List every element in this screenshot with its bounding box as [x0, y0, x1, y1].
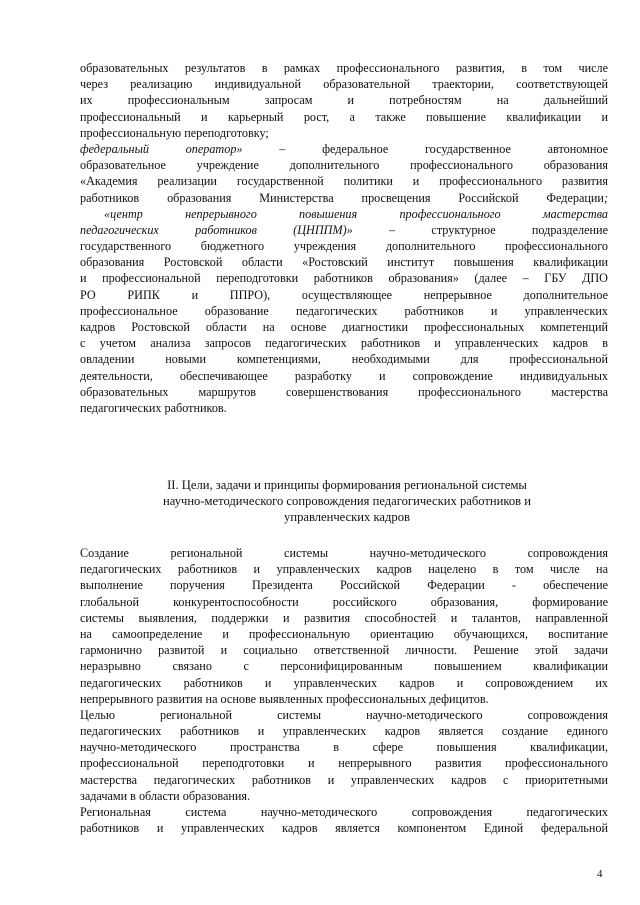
text-line — [80, 739, 608, 755]
text-segment: неразрывно связано с персонифицированным повышением квалификации — [80, 659, 608, 674]
text-line — [80, 319, 608, 335]
text-line — [80, 157, 608, 173]
text-line — [80, 109, 608, 125]
text-line — [80, 723, 608, 739]
text-line — [80, 190, 608, 206]
text-segment: образовательных результатов в рамках профессионального развития, в том числе — [80, 61, 608, 75]
text-line — [80, 561, 608, 577]
text-segment: с учетом анализа запросов педагогических работников и управленческих кадров в — [80, 336, 608, 351]
text-line — [80, 125, 608, 141]
text-segment: деятельности, обеспечивающее разработку и сопровождение индивидуальных — [80, 368, 608, 383]
text-line — [80, 351, 608, 367]
text-segment: «центр непрерывного повышения профессионального мастерства — [104, 206, 608, 221]
text-segment: кадров Ростовской области на основе диагностики профессиональных компетенций — [80, 320, 608, 334]
text-segment: мастерства педагогических работников и управленческих кадров с приоритетными — [80, 772, 608, 787]
text-line — [80, 755, 608, 771]
heading-line: II. Цели, задачи и принципы формирования региональной системы — [167, 478, 527, 492]
text-segment: Целью региональной системы научно-методического сопровождения — [80, 707, 608, 722]
section-heading — [92, 477, 602, 526]
page-number: 4 — [597, 868, 603, 880]
text-line — [80, 545, 608, 561]
text-segment: работников образования Министерства просвещения Российской Федерации — [80, 190, 604, 205]
text-segment: системы выявления, поддержки и развития способностей и талантов, направленной — [80, 610, 608, 625]
text-segment: через реализацию индивидуальной образовательной траектории, соответствующей — [80, 77, 608, 92]
text-segment: «Академия реализации государственной политики и профессионального развития — [80, 174, 608, 189]
text-line — [80, 658, 608, 674]
text-segment: педагогических работников и управленческих кадров нацелено в том числе на — [80, 562, 608, 577]
text-segment: профессиональную переподготовку; — [80, 125, 269, 140]
text-line — [80, 141, 608, 157]
text-line — [80, 804, 608, 820]
text-segment: педагогических работников и управленческих кадров является создание единого — [80, 724, 608, 739]
text-segment: на самоопределение и профессиональную ориентацию обучающихся, воспитание — [80, 626, 608, 641]
text-segment: задачами в области образования. — [80, 788, 251, 803]
text-segment: и профессиональной переподготовки работников образования» (далее – ГБУ ДПО — [80, 271, 608, 286]
text-segment: овладении новыми компетенциями, необходимыми для профессиональной — [80, 352, 608, 367]
text-line — [80, 76, 608, 92]
text-segment: работников и управленческих кадров является компонентом Единой федеральной — [80, 821, 608, 836]
text-line — [80, 92, 608, 108]
text-line — [80, 303, 608, 319]
text-line — [80, 270, 608, 286]
text-line — [80, 626, 608, 642]
section-body — [80, 545, 608, 836]
text-line — [80, 287, 608, 303]
text-segment: образовательное учреждение дополнительного профессионального образования — [80, 158, 608, 173]
text-segment: их профессиональным запросам и потребностям на дальнейший — [80, 93, 608, 108]
text-segment: образовательных маршрутов совершенствования профессионального мастерства — [80, 384, 608, 399]
text-line — [80, 254, 608, 270]
text-line — [80, 594, 608, 610]
text-segment: РО РИПК и ППРО), осуществляющее непрерывное дополнительное — [80, 287, 608, 302]
text-line — [80, 788, 608, 804]
text-segment: – структурное подразделение — [352, 222, 608, 237]
text-line — [80, 707, 608, 723]
text-line — [80, 577, 608, 593]
text-line — [80, 335, 608, 351]
text-segment: гармонично развитой и социально ответственной личности. Решение этой задачи — [80, 643, 608, 658]
text-line — [80, 238, 608, 254]
heading-line: управленческих кадров — [284, 510, 410, 525]
text-line — [80, 173, 608, 189]
text-segment: Региональная система научно-методического сопровождения педагогических — [80, 805, 608, 819]
text-segment: выполнение поручения Президента Российской Федерации - обеспечение — [80, 578, 608, 593]
text-segment: профессиональное образование педагогических работников и управленческих — [80, 303, 608, 318]
definitions-paragraphs — [80, 60, 608, 416]
text-segment: педагогических работников и управленческих кадров и сопровождением их — [80, 675, 608, 690]
text-line — [80, 772, 608, 788]
heading-line: научно-методического сопровождения педагогических работников и — [163, 494, 531, 509]
text-line — [80, 675, 608, 691]
text-line — [80, 60, 608, 76]
text-line — [80, 384, 608, 400]
text-segment: – федеральное государственное автономное — [242, 141, 609, 156]
text-segment: педагогических работников (ЦНППМ)» — [80, 222, 353, 237]
text-line — [80, 610, 608, 626]
text-line — [80, 206, 608, 222]
text-segment: профессиональной переподготовки и непрерывного развития профессионального — [80, 756, 608, 771]
text-line — [80, 642, 608, 658]
text-segment: непрерывного развития на основе выявленных профессиональных дефицитов. — [80, 691, 489, 706]
text-segment: федеральный оператор» — [80, 141, 243, 156]
text-line — [80, 368, 608, 384]
text-line — [80, 691, 608, 707]
text-segment: научно-методического пространства в сфере повышения квалификации, — [80, 740, 608, 755]
text-segment: профессиональный и карьерный рост, а также повышение квалификации и — [80, 109, 608, 124]
text-line — [80, 222, 608, 238]
text-segment: государственного бюджетного учреждения дополнительного профессионального — [80, 239, 608, 254]
text-segment: глобальной конкурентоспособности российского образования, формирование — [80, 594, 608, 609]
text-segment: Создание региональной системы научно-методического сопровождения — [80, 546, 608, 560]
text-segment: педагогических работников. — [80, 400, 227, 415]
text-segment: образования Ростовской области «Ростовский институт повышения квалификации — [80, 255, 608, 270]
text-line — [80, 820, 608, 836]
text-segment: ; — [603, 190, 608, 205]
text-line — [80, 400, 608, 416]
